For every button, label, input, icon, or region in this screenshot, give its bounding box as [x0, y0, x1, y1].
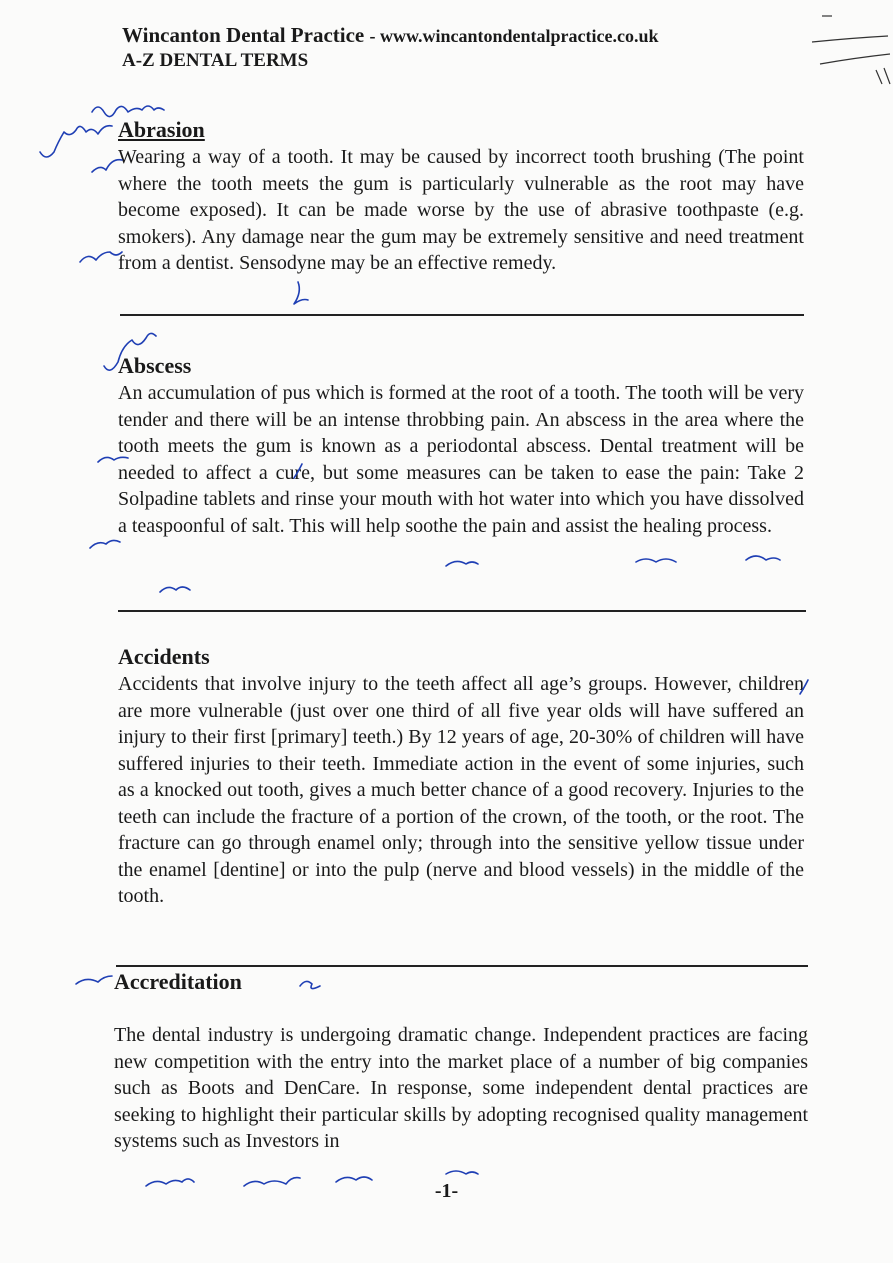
term-definition: The dental industry is undergoing dramatic change. Independent practices are facing new competition with the entry into the market place of a number of big companies such as Boots and DenCare. In response, some independent dental practices are seeking to highlight their particular skills by adopting recognised quality management systems such as Investors in: [114, 1024, 808, 1152]
term-heading: Accreditation: [114, 969, 242, 994]
website-url: - www.wincantondentalpractice.co.uk: [369, 26, 659, 46]
entry-accreditation: [114, 968, 808, 1155]
document-subtitle: A-Z DENTAL TERMS: [122, 50, 309, 71]
entry-abscess: [118, 352, 804, 539]
term-definition: Accidents that involve injury to the teeth affect all age’s groups. However, children are more vulnerable (just over one third of all five year olds will have suffered an injury to their first [primary] teeth.) By 12 years of age, 20-30% of children will have suffered injuries to their teeth. Immediate action in the event of some injuries, such as a knocked out tooth, gives a much better chance of a good recovery. Injuries to the teeth can include the fracture of a portion of the crown, of the tooth, or the root. The fracture can go through enamel only; through into the sensitive yellow tissue under the enamel [dentine] or into the pulp (nerve and blood vessels) in the middle of the tooth.: [118, 673, 804, 907]
term-heading: Abscess: [118, 353, 192, 378]
handwriting-mark: [294, 282, 308, 304]
term-heading: Abrasion: [118, 117, 205, 142]
section-divider: [118, 610, 806, 612]
section-divider: [120, 314, 804, 316]
pen-stroke: [820, 54, 890, 64]
header-line: [122, 22, 812, 49]
handwriting-mark: [92, 106, 164, 117]
practice-name: Wincanton Dental Practice: [122, 23, 365, 47]
handwriting-mark: [40, 126, 112, 157]
term-definition: Wearing a way of a tooth. It may be caused by incorrect tooth brushing (The point where the tooth meets the gum is particularly vulnerable as the root may have become exposed). It can be made worse by the use of abrasive toothpaste (e.g. smokers). Any damage near the gum may be extremely sensitive and need treatment from a dentist. Sensodyne may be an effective remedy.: [118, 146, 804, 274]
section-divider: [116, 965, 808, 967]
handwriting-mark: [76, 976, 112, 984]
handwriting-mark: [160, 587, 190, 592]
entry-abrasion: [118, 116, 804, 277]
document-header: [122, 22, 812, 73]
pen-stroke: [812, 36, 888, 42]
handwriting-mark: [636, 559, 676, 562]
handwriting-mark: [446, 1171, 478, 1174]
entry-accidents: [118, 643, 804, 910]
pen-stroke: [876, 68, 890, 84]
handwriting-mark: [80, 252, 122, 262]
handwriting-mark: [746, 556, 780, 560]
term-heading: Accidents: [118, 644, 210, 669]
page-number: -1-: [434, 1180, 459, 1202]
handwriting-mark: [446, 561, 478, 566]
handwriting-mark: [90, 540, 120, 548]
term-definition: An accumulation of pus which is formed at the root of a tooth. The tooth will be very tender and there will be an intense throbbing pain. An abscess in the area where the tooth meets the gum is known as a periodontal abscess. Dental treatment will be needed to affect a cure, but some measures can be taken to ease the pain: Take 2 Solpadine tablets and rinse your mouth with hot water into which you have dissolved a teaspoonful of salt. This will help soothe the pain and assist the healing process.: [118, 382, 804, 537]
